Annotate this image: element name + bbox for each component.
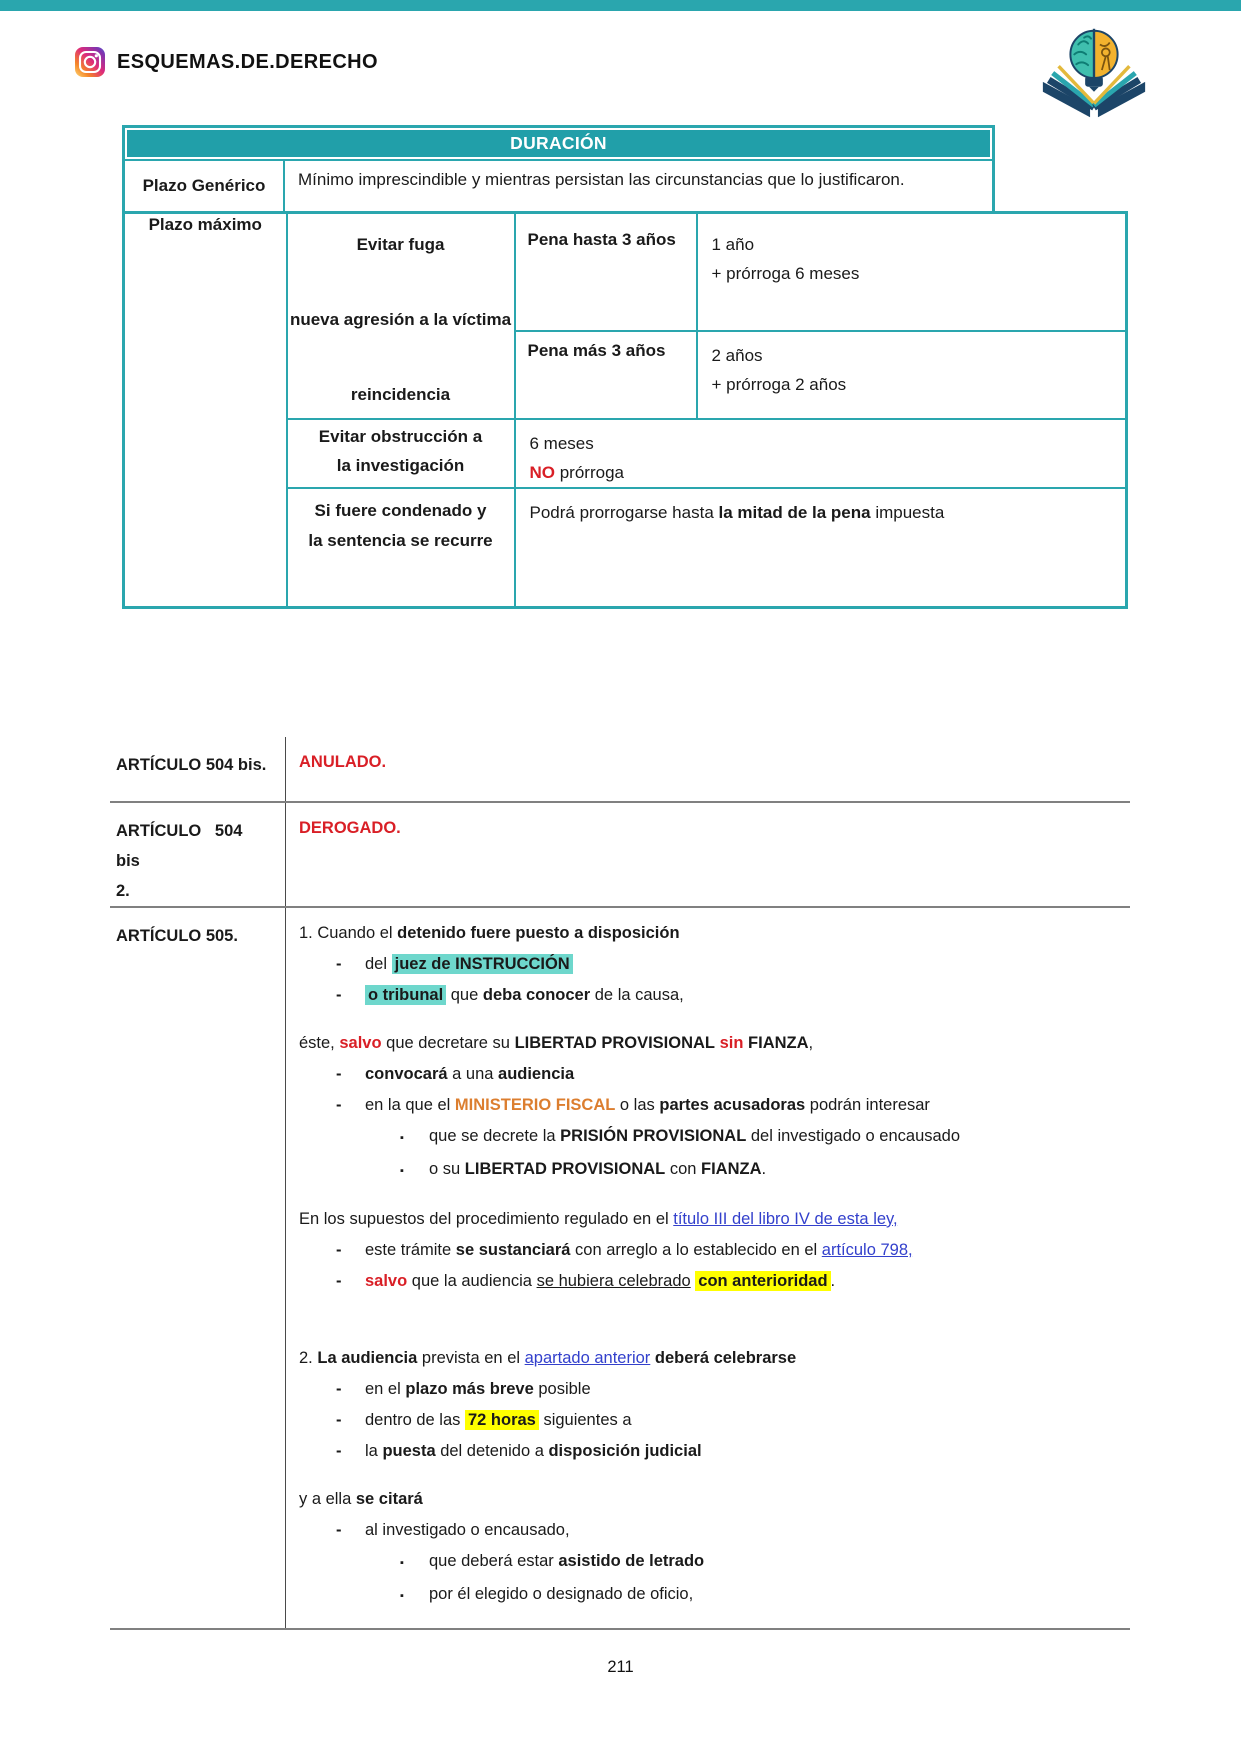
- content-paragraph: [299, 1579, 1126, 1612]
- article-content: [285, 908, 1130, 1628]
- content-paragraph: [299, 1484, 1126, 1515]
- paragraph-text: [299, 1484, 423, 1515]
- content-paragraph: [299, 1405, 1126, 1436]
- paragraph-text: [365, 1090, 930, 1121]
- text-run: plazo más breve: [405, 1380, 534, 1398]
- content-paragraph: [299, 918, 1126, 949]
- text-run: con anterioridad: [695, 1271, 830, 1291]
- article-content: [285, 737, 1130, 801]
- content-paragraph: [299, 813, 1126, 844]
- paragraph-text: [429, 1154, 766, 1185]
- content-paragraph: [299, 747, 1126, 778]
- paragraph-text: [365, 1374, 591, 1405]
- dash-bullet: -: [336, 986, 342, 1004]
- paragraph-text: [299, 813, 401, 844]
- dash-bullet: -: [336, 1241, 342, 1259]
- dash-bullet: -: [336, 1096, 342, 1114]
- text-run: del detenido a: [435, 1442, 549, 1460]
- text-run: deba conocer: [482, 986, 591, 1004]
- text-run: que: [446, 986, 483, 1004]
- text-run: que deberá estar: [429, 1552, 559, 1570]
- plazo-maximo-causes: [287, 213, 515, 419]
- text-run: prórroga: [555, 462, 624, 482]
- paragraph-text: [299, 747, 386, 778]
- instagram-handle: ESQUEMAS.DE.DERECHO: [117, 50, 378, 73]
- plazo-generico-row: [125, 159, 992, 211]
- plazo-generico-label: Plazo Genérico: [125, 161, 285, 211]
- text-run: la mitad de la pena: [718, 502, 871, 522]
- text-run: puesta: [382, 1442, 436, 1460]
- text-run: LIBERTAD PROVISIONAL: [464, 1160, 666, 1178]
- cause-reincidencia: reincidencia: [350, 385, 451, 404]
- article-row: [110, 737, 1130, 803]
- text-run: disposición judicial: [548, 1442, 702, 1460]
- text-run: 72 horas: [465, 1410, 539, 1430]
- text-run: partes acusadoras: [659, 1096, 806, 1114]
- cause-nueva-agresion: nueva agresión a la víctima: [289, 310, 512, 329]
- text-run: detenido fuere puesto a disposición: [397, 924, 680, 942]
- text-run: a una: [447, 1065, 499, 1083]
- pena-hasta-value: 1 año + prórroga 6 meses: [697, 213, 1127, 331]
- paragraph-text: [365, 1436, 702, 1467]
- plazo-maximo-label: Plazo máximo: [124, 213, 287, 608]
- text-run: 1. Cuando el: [299, 924, 398, 942]
- text-run: por él elegido o designado de oficio,: [429, 1585, 694, 1603]
- text-run: éste,: [299, 1034, 340, 1052]
- square-bullet: ▪: [400, 1557, 404, 1569]
- text-run: este trámite: [365, 1241, 456, 1259]
- content-paragraph: [299, 1204, 1126, 1235]
- condenado-label: Si fuere condenado y la sentencia se recurre: [287, 488, 515, 608]
- text-run: siguientes a: [538, 1411, 632, 1429]
- article-label-line: ARTÍCULO 504 bis: [116, 822, 243, 870]
- text-run: FIANZA: [748, 1034, 809, 1052]
- instagram-icon: [75, 47, 105, 77]
- text-run: que decretare su: [381, 1034, 515, 1052]
- content-paragraph: [299, 1235, 1126, 1266]
- text-run: salvo: [365, 1272, 408, 1290]
- pena-mas-value: 2 años + prórroga 2 años: [697, 331, 1127, 419]
- content-paragraph: [299, 1028, 1126, 1059]
- text-run: se sustanciará: [455, 1241, 571, 1259]
- text-run: podrán interesar: [805, 1096, 930, 1114]
- text-run: La audiencia: [317, 1349, 418, 1367]
- paragraph-text: [365, 1235, 913, 1266]
- dash-bullet: -: [336, 1411, 342, 1429]
- content-paragraph: [299, 1374, 1126, 1405]
- text-run: convocará: [365, 1065, 448, 1083]
- text-run: En los supuestos del procedimiento regulado en el: [299, 1210, 674, 1228]
- dash-bullet: -: [336, 1521, 342, 1539]
- dash-bullet: -: [336, 1272, 342, 1290]
- text-run: posible: [533, 1380, 591, 1398]
- content-paragraph: [299, 1436, 1126, 1467]
- text-run: del: [365, 955, 392, 973]
- text-run: en la que el: [365, 1096, 455, 1114]
- text-run: en el: [365, 1380, 406, 1398]
- dash-bullet: -: [336, 1065, 342, 1083]
- inline-link[interactable]: apartado anterior: [524, 1349, 651, 1367]
- dash-bullet: -: [336, 1442, 342, 1460]
- obstruccion-label: Evitar obstrucción a la investigación: [287, 419, 515, 488]
- paragraph-text: [365, 1059, 574, 1090]
- text-run: del investigado o encausado: [746, 1127, 961, 1145]
- text-run: y a ella: [299, 1490, 356, 1508]
- content-paragraph: [299, 1121, 1126, 1154]
- text-run: se hubiera celebrado: [536, 1272, 691, 1290]
- text-run: la: [365, 1442, 383, 1460]
- article-row: [110, 803, 1130, 908]
- text-run: DEROGADO.: [299, 819, 401, 837]
- square-bullet: ▪: [400, 1132, 404, 1144]
- text-run: Podrá prorrogarse hasta: [529, 502, 719, 522]
- text-run: LIBERTAD PROVISIONAL: [514, 1034, 716, 1052]
- article-label: [110, 908, 285, 1628]
- paragraph-text: [365, 949, 573, 980]
- content-paragraph: [299, 1546, 1126, 1579]
- duracion-table: [122, 125, 1241, 609]
- pena-hasta-label: Pena hasta 3 años: [515, 213, 697, 331]
- paragraph-text: [429, 1121, 960, 1152]
- paragraph-text: [365, 980, 684, 1011]
- plazo-generico-text: Mínimo imprescindible y mientras persistan las circunstancias que lo justificaron.: [298, 170, 905, 189]
- square-bullet: ▪: [400, 1590, 404, 1602]
- text-run: al investigado o encausado,: [365, 1521, 570, 1539]
- paragraph-text: [429, 1579, 693, 1610]
- paragraph-text: [365, 1405, 632, 1436]
- cause-evitar-fuga: Evitar fuga: [356, 235, 445, 254]
- text-run: que la audiencia: [407, 1272, 537, 1290]
- paragraph-text: [299, 918, 680, 949]
- text-run: ANULADO.: [299, 753, 387, 771]
- plazo-maximo-table: [122, 211, 1128, 609]
- inline-link[interactable]: artículo 798,: [821, 1241, 913, 1259]
- text-run: de la causa,: [590, 986, 684, 1004]
- content-paragraph: [299, 1090, 1126, 1121]
- text-run: se citará: [355, 1490, 423, 1508]
- text-run: o las: [615, 1096, 660, 1114]
- paragraph-text: [365, 1266, 835, 1297]
- text-run: 2.: [299, 1349, 318, 1367]
- paragraph-text: [365, 1515, 570, 1546]
- text-run: sin: [719, 1034, 744, 1052]
- articles-table: [110, 737, 1130, 1630]
- article-label-line: ARTÍCULO 504 bis.: [116, 756, 267, 774]
- content-paragraph: [299, 949, 1126, 980]
- text-run: impuesta: [870, 502, 945, 522]
- text-run: FIANZA: [701, 1160, 762, 1178]
- page-number: 211: [607, 1658, 634, 1676]
- content-paragraph: [299, 1266, 1126, 1297]
- article-label: [110, 803, 285, 906]
- content-paragraph: [299, 980, 1126, 1011]
- condenado-value: [515, 488, 1127, 608]
- content-paragraph: [299, 1059, 1126, 1090]
- text-run: MINISTERIO FISCAL: [454, 1096, 616, 1114]
- inline-link[interactable]: título III del libro IV de esta ley,: [673, 1210, 898, 1228]
- pena-mas-label: Pena más 3 años: [515, 331, 697, 419]
- text-run: dentro de las: [365, 1411, 465, 1429]
- text-run: asistido de letrado: [558, 1552, 705, 1570]
- article-row: [110, 908, 1130, 1630]
- text-run: con arreglo a lo establecido en el: [570, 1241, 822, 1259]
- text-run: audiencia: [498, 1065, 575, 1083]
- text-run: que se decrete la: [429, 1127, 561, 1145]
- text-run: o su: [429, 1160, 465, 1178]
- article-label-line: 2.: [116, 882, 130, 900]
- paragraph-text: [429, 1546, 704, 1577]
- text-run: con: [665, 1160, 702, 1178]
- text-run: prevista en el: [417, 1349, 525, 1367]
- obstruccion-value: 6 meses NO prórroga: [515, 419, 1127, 488]
- content-paragraph: [299, 1515, 1126, 1546]
- text-run: salvo: [339, 1034, 382, 1052]
- article-label: [110, 737, 285, 801]
- text-run: NO: [529, 462, 555, 482]
- content-paragraph: [299, 1154, 1126, 1187]
- article-content: [285, 803, 1130, 906]
- paragraph-text: [299, 1204, 898, 1235]
- text-run: o tribunal: [365, 985, 446, 1005]
- paragraph-text: [299, 1028, 813, 1059]
- text-run: deberá celebrarse: [654, 1349, 797, 1367]
- article-label-line: ARTÍCULO 505.: [116, 927, 238, 945]
- text-run: PRISIÓN PROVISIONAL: [560, 1127, 747, 1145]
- dash-bullet: -: [336, 1380, 342, 1398]
- duracion-title: DURACIÓN: [127, 130, 990, 157]
- text-run: ,: [808, 1034, 814, 1052]
- text-run: .: [830, 1272, 836, 1290]
- text-run: .: [761, 1160, 767, 1178]
- content-paragraph: [299, 1343, 1126, 1374]
- top-accent-bar: [0, 0, 1241, 11]
- text-run: juez de INSTRUCCIÓN: [392, 954, 573, 974]
- dash-bullet: -: [336, 955, 342, 973]
- paragraph-text: [299, 1343, 796, 1374]
- square-bullet: ▪: [400, 1165, 404, 1177]
- brain-bulb-book-logo-icon: [1035, 22, 1153, 126]
